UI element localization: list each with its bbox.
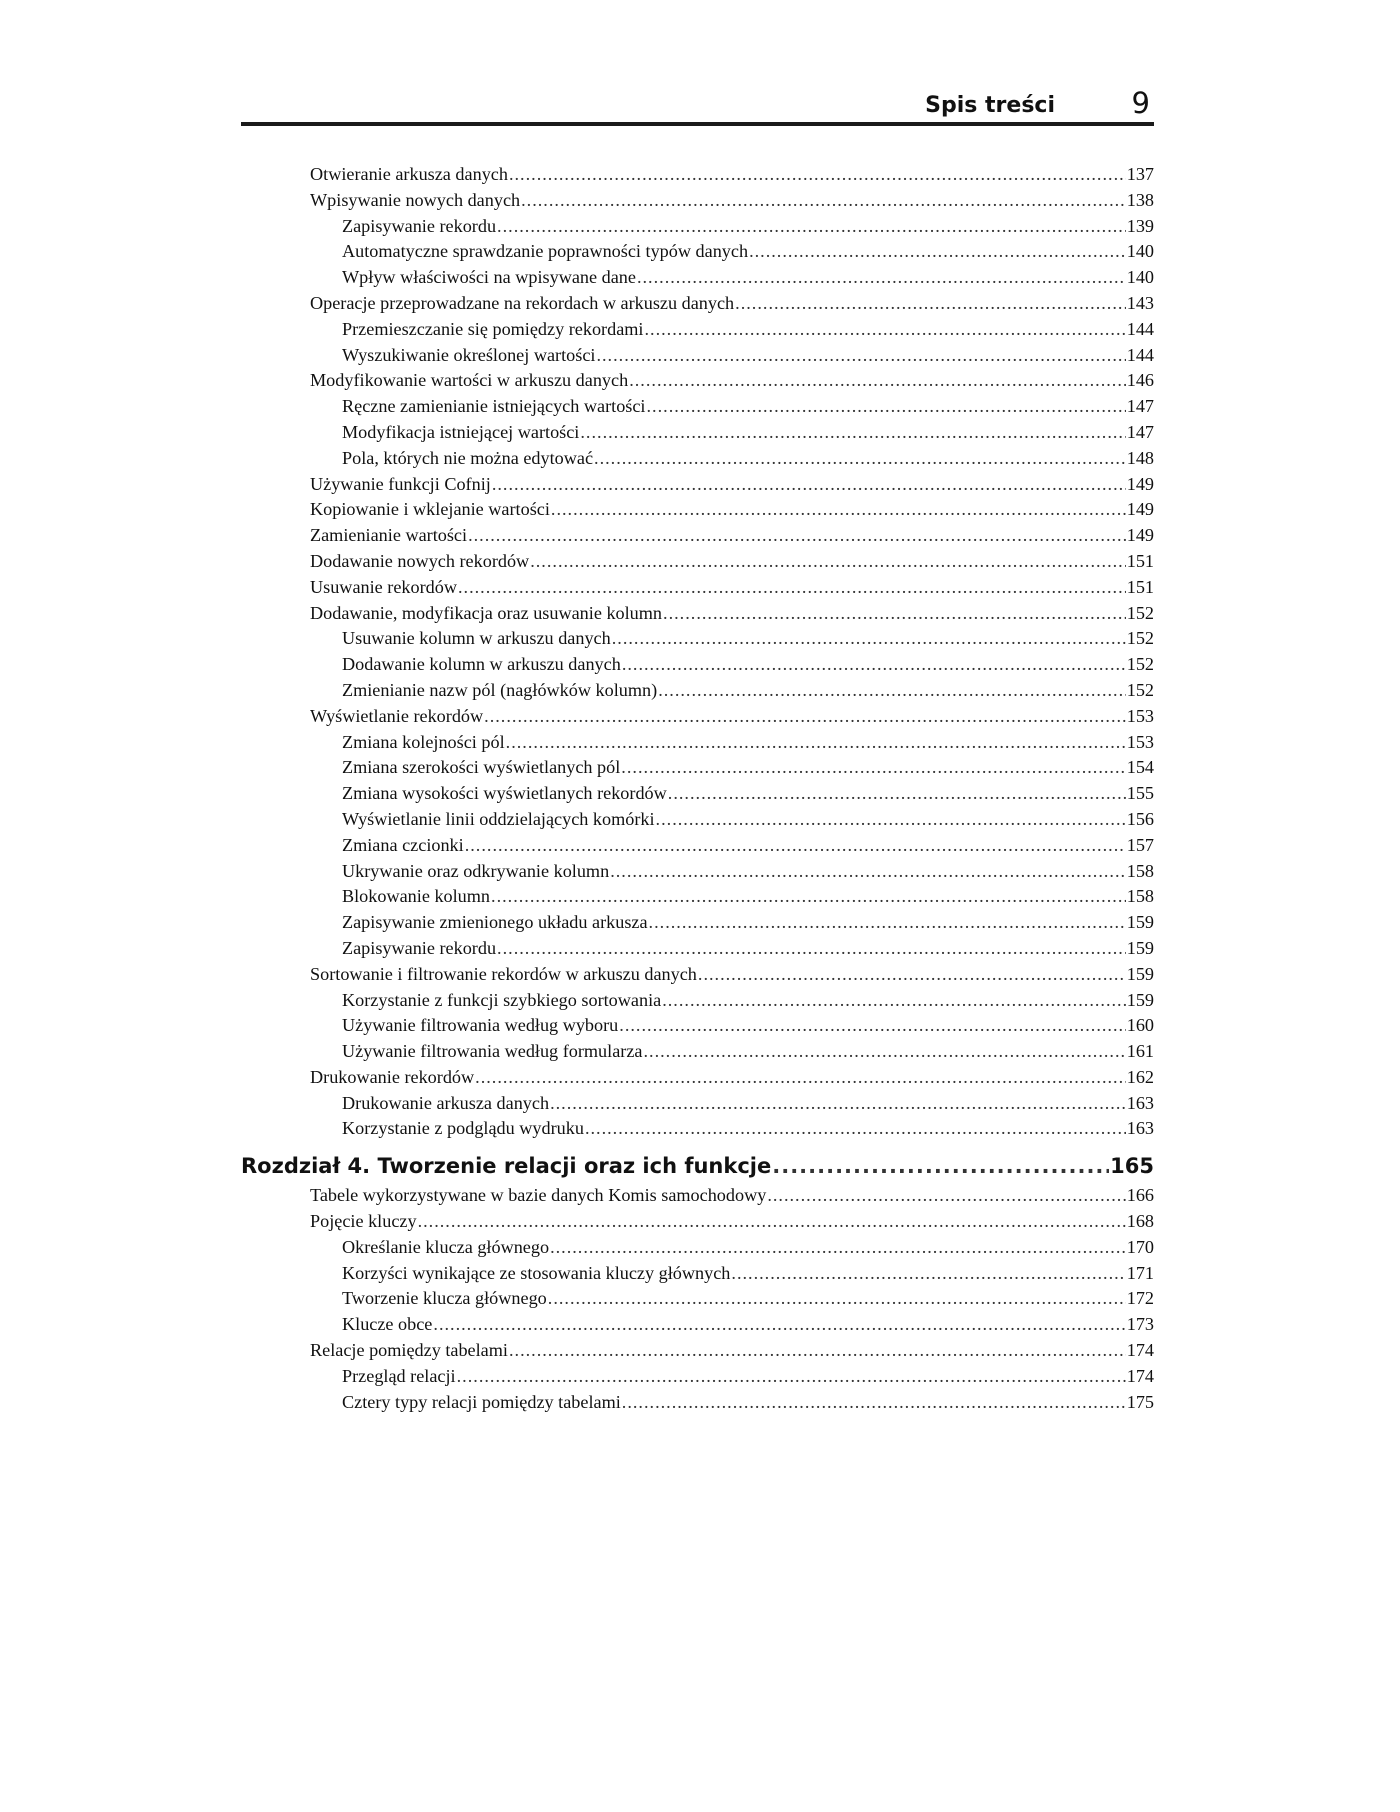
- toc-entry-title: Wpływ właściwości na wpisywane dane: [342, 267, 636, 288]
- toc-entry-title: Wyszukiwanie określonej wartości: [342, 344, 596, 365]
- dot-leader: [767, 1183, 1125, 1209]
- toc-entry-page: 152: [1126, 602, 1154, 623]
- dot-leader: [550, 1235, 1126, 1261]
- toc-entry-page: 151: [1126, 550, 1154, 571]
- toc-entry-title: Zapisywanie rekordu: [342, 215, 497, 236]
- dot-leader: [619, 1013, 1125, 1039]
- toc-entry-title: Zamienianie wartości: [310, 525, 468, 546]
- toc-entry-page: 161: [1126, 1041, 1154, 1062]
- toc-entry-title: Przegląd relacji: [342, 1365, 456, 1386]
- toc-entry-title: Używanie filtrowania według formularza: [342, 1041, 643, 1062]
- toc-entry: [241, 1039, 1154, 1065]
- toc-entry: [241, 1364, 1154, 1390]
- toc-entry: [241, 1116, 1154, 1142]
- toc-entry-page: 137: [1126, 164, 1154, 184]
- toc-entry: [241, 755, 1154, 781]
- toc-entry: [241, 1013, 1154, 1039]
- toc-entry: [241, 446, 1154, 472]
- dot-leader: [621, 755, 1125, 781]
- toc-entry-title: Zapisywanie rekordu: [342, 937, 497, 958]
- toc-entry-page: 153: [1126, 731, 1154, 752]
- toc-entry: [241, 936, 1154, 962]
- toc-entry: [241, 343, 1154, 369]
- toc-entry: [241, 1235, 1154, 1261]
- toc-entry-page: 144: [1126, 318, 1154, 339]
- toc-entry-page: 159: [1126, 963, 1154, 984]
- toc-entry-title: Zmiana szerokości wyświetlanych pól: [342, 757, 621, 778]
- dot-leader: [668, 781, 1126, 807]
- toc-entry-title: Usuwanie kolumn w arkuszu danych: [342, 628, 611, 649]
- toc-entry-title: Usuwanie rekordów: [310, 576, 457, 597]
- toc-entry-page: 152: [1126, 628, 1154, 649]
- dot-leader: [662, 988, 1126, 1014]
- toc-entry-title: Drukowanie rekordów: [310, 1066, 475, 1087]
- toc-entry-title: Zmiana kolejności pól: [342, 731, 505, 752]
- toc-entry-page: 153: [1126, 705, 1154, 726]
- dot-leader: [418, 1209, 1126, 1235]
- toc-entry: [241, 394, 1154, 420]
- toc-entry-page: 139: [1126, 215, 1154, 236]
- toc-entry-page: 158: [1126, 860, 1154, 881]
- dot-leader: [629, 368, 1126, 394]
- toc-entry-title: Korzystanie z funkcji szybkiego sortowania: [342, 989, 662, 1010]
- toc-entry-title: Ukrywanie oraz odkrywanie kolumn: [342, 860, 610, 881]
- dot-leader: [458, 575, 1126, 601]
- toc-entry-page: 165: [1110, 1154, 1154, 1179]
- dot-leader: [647, 394, 1126, 420]
- toc-entry-title: Operacje przeprowadzane na rekordach w arkuszu danych: [310, 292, 735, 313]
- dot-leader: [457, 1364, 1126, 1390]
- toc-entry-page: 159: [1126, 912, 1154, 933]
- toc-entry-page: 152: [1126, 654, 1154, 675]
- dot-leader: [475, 1065, 1126, 1091]
- toc-entry: [241, 472, 1154, 498]
- toc-entry: [241, 988, 1154, 1014]
- toc-entry-title: Dodawanie kolumn w arkuszu danych: [342, 654, 621, 675]
- dot-leader: [509, 162, 1126, 188]
- toc-entry: [241, 807, 1154, 833]
- toc-entry: [241, 859, 1154, 885]
- toc-entry-page: 162: [1126, 1066, 1154, 1087]
- toc-entry-title: Tabele wykorzystywane w bazie danych Komis samochodowy: [310, 1185, 767, 1206]
- dot-leader: [622, 1390, 1126, 1416]
- toc-entry: [241, 1065, 1154, 1091]
- dot-leader: [551, 497, 1126, 523]
- dot-leader: [548, 1286, 1126, 1312]
- dot-leader: [735, 291, 1126, 317]
- toc-entry-page: 171: [1126, 1262, 1154, 1283]
- dot-leader: [433, 1312, 1125, 1338]
- toc-entry: [241, 833, 1154, 859]
- toc-entry-page: 166: [1126, 1185, 1154, 1206]
- toc-entry-page: 140: [1126, 241, 1154, 262]
- dot-leader: [610, 859, 1126, 885]
- dot-leader: [521, 188, 1126, 214]
- toc-entry: [241, 420, 1154, 446]
- toc-entry: [241, 317, 1154, 343]
- toc-entry-page: 158: [1126, 886, 1154, 907]
- toc-entry: [241, 884, 1154, 910]
- toc-entry-page: 154: [1126, 757, 1154, 778]
- toc-entry-page: 149: [1126, 499, 1154, 520]
- toc-entry-page: 147: [1126, 421, 1154, 442]
- toc-entry-page: 159: [1126, 937, 1154, 958]
- dot-leader: [580, 420, 1125, 446]
- toc-entry-page: 163: [1126, 1118, 1154, 1139]
- toc-entry-title: Pola, których nie można edytować: [342, 447, 594, 468]
- toc-entry-page: 168: [1126, 1211, 1154, 1232]
- toc-entry-title: Relacje pomiędzy tabelami: [310, 1340, 508, 1361]
- toc-entry-title: Korzyści wynikające ze stosowania kluczy głównych: [342, 1262, 731, 1283]
- toc-entry: [241, 704, 1154, 730]
- toc-entry: [241, 910, 1154, 936]
- toc-entry: [241, 1312, 1154, 1338]
- dot-leader: [749, 239, 1126, 265]
- toc-entry-title: Zmienianie nazw pól (nagłówków kolumn): [342, 679, 658, 700]
- running-header: [241, 82, 1154, 126]
- toc-entry-page: 151: [1126, 576, 1154, 597]
- toc-entry-title: Blokowanie kolumn: [342, 886, 491, 907]
- toc-entry: [241, 162, 1154, 188]
- toc-entry-page: 156: [1126, 808, 1154, 829]
- toc-entry-page: 152: [1126, 679, 1154, 700]
- toc-entry: [241, 368, 1154, 394]
- toc-entry-page: 157: [1126, 834, 1154, 855]
- toc-entry-title: Sortowanie i filtrowanie rekordów w arkuszu danych: [310, 963, 697, 984]
- header-page-number: 9: [1131, 86, 1150, 120]
- dot-leader: [509, 1338, 1126, 1364]
- toc-entry-title: Zmiana czcionki: [342, 834, 464, 855]
- toc-entry: [241, 652, 1154, 678]
- toc-entry-page: 172: [1126, 1288, 1154, 1309]
- toc-entry-title: Zmiana wysokości wyświetlanych rekordów: [342, 783, 667, 804]
- dot-leader: [506, 730, 1126, 756]
- toc-entry-title: Kopiowanie i wklejanie wartości: [310, 499, 550, 520]
- header-title: Spis treści: [925, 93, 1055, 118]
- table-of-contents: [241, 162, 1154, 1415]
- toc-entry-title: Cztery typy relacji pomiędzy tabelami: [342, 1391, 621, 1412]
- toc-chapter-entry: [241, 1148, 1154, 1185]
- toc-entry-page: 149: [1126, 473, 1154, 494]
- toc-entry-page: 147: [1126, 396, 1154, 417]
- toc-entry-title: Korzystanie z podglądu wydruku: [342, 1118, 584, 1139]
- dot-leader: [497, 214, 1126, 240]
- toc-entry: [241, 678, 1154, 704]
- dot-leader: [491, 884, 1126, 910]
- dot-leader: [492, 472, 1126, 498]
- toc-entry-page: 138: [1126, 189, 1154, 210]
- toc-entry-page: 149: [1126, 525, 1154, 546]
- toc-entry-page: 174: [1126, 1340, 1154, 1361]
- toc-entry-page: 146: [1126, 370, 1154, 391]
- toc-entry: [241, 1091, 1154, 1117]
- toc-entry: [241, 239, 1154, 265]
- dot-leader: [612, 626, 1126, 652]
- toc-entry: [241, 730, 1154, 756]
- toc-entry-title: Używanie funkcji Cofnij: [310, 473, 491, 494]
- dot-leader: [649, 910, 1126, 936]
- toc-entry: [241, 265, 1154, 291]
- toc-entry: [241, 962, 1154, 988]
- toc-entry-title: Przemieszczanie się pomiędzy rekordami: [342, 318, 644, 339]
- toc-entry: [241, 1390, 1154, 1416]
- toc-entry-page: 163: [1126, 1092, 1154, 1113]
- toc-entry-title: Zapisywanie zmienionego układu arkusza: [342, 912, 648, 933]
- toc-entry: [241, 1261, 1154, 1287]
- toc-entry: [241, 1209, 1154, 1235]
- toc-entry-title: Modyfikowanie wartości w arkuszu danych: [310, 370, 629, 391]
- toc-entry-title: Klucze obce: [342, 1314, 433, 1335]
- toc-entry-page: 140: [1126, 267, 1154, 288]
- toc-entry-title: Automatyczne sprawdzanie poprawności typów danych: [342, 241, 749, 262]
- dot-leader: [622, 652, 1126, 678]
- dot-leader: [643, 1039, 1125, 1065]
- toc-entry-title: Rozdział 4. Tworzenie relacji oraz ich funkcje: [241, 1154, 772, 1179]
- toc-entry-page: 170: [1126, 1236, 1154, 1257]
- dot-leader: [644, 317, 1125, 343]
- toc-entry-title: Otwieranie arkusza danych: [310, 164, 508, 184]
- dot-leader: [594, 446, 1126, 472]
- toc-entry: [241, 291, 1154, 317]
- toc-entry-page: 144: [1126, 344, 1154, 365]
- dot-leader: [484, 704, 1126, 730]
- toc-entry-page: 159: [1126, 989, 1154, 1010]
- toc-entry-page: 174: [1126, 1365, 1154, 1386]
- dot-leader: [637, 265, 1126, 291]
- dot-leader: [585, 1116, 1126, 1142]
- dot-leader: [731, 1261, 1125, 1287]
- toc-entry-title: Wyświetlanie rekordów: [310, 705, 484, 726]
- dot-leader: [497, 936, 1126, 962]
- toc-entry: [241, 188, 1154, 214]
- toc-entry: [241, 1338, 1154, 1364]
- dot-leader: [530, 549, 1126, 575]
- toc-entry: [241, 497, 1154, 523]
- toc-entry-title: Ręczne zamienianie istniejących wartości: [342, 396, 646, 417]
- dot-leader: [465, 833, 1126, 859]
- toc-entry: [241, 549, 1154, 575]
- toc-entry-page: 143: [1126, 292, 1154, 313]
- toc-entry-title: Wpisywanie nowych danych: [310, 189, 521, 210]
- toc-entry-title: Określanie klucza głównego: [342, 1236, 550, 1257]
- toc-entry-title: Dodawanie nowych rekordów: [310, 550, 530, 571]
- toc-entry: [241, 626, 1154, 652]
- dot-leader: [656, 807, 1126, 833]
- toc-entry: [241, 781, 1154, 807]
- toc-entry-page: 148: [1126, 447, 1154, 468]
- toc-entry-title: Tworzenie klucza głównego: [342, 1288, 547, 1309]
- dot-leader: [658, 678, 1126, 704]
- toc-entry-page: 155: [1126, 783, 1154, 804]
- toc-entry-page: 160: [1126, 1015, 1154, 1036]
- toc-entry: [241, 575, 1154, 601]
- toc-entry-title: Dodawanie, modyfikacja oraz usuwanie kolumn: [310, 602, 663, 623]
- dot-leader: [468, 523, 1126, 549]
- toc-entry-title: Drukowanie arkusza danych: [342, 1092, 550, 1113]
- dot-leader: [772, 1148, 1109, 1185]
- toc-entry: [241, 601, 1154, 627]
- toc-entry-title: Modyfikacja istniejącej wartości: [342, 421, 580, 442]
- dot-leader: [550, 1091, 1126, 1117]
- toc-entry: [241, 214, 1154, 240]
- dot-leader: [663, 601, 1126, 627]
- toc-entry-title: Używanie filtrowania według wyboru: [342, 1015, 619, 1036]
- toc-entry: [241, 1183, 1154, 1209]
- toc-entry-page: 175: [1126, 1391, 1154, 1412]
- dot-leader: [698, 962, 1126, 988]
- toc-entry-page: 173: [1126, 1314, 1154, 1335]
- toc-entry: [241, 523, 1154, 549]
- dot-leader: [596, 343, 1125, 369]
- toc-entry: [241, 1286, 1154, 1312]
- toc-entry-title: Wyświetlanie linii oddzielających komórki: [342, 808, 655, 829]
- toc-entry-title: Pojęcie kluczy: [310, 1211, 417, 1232]
